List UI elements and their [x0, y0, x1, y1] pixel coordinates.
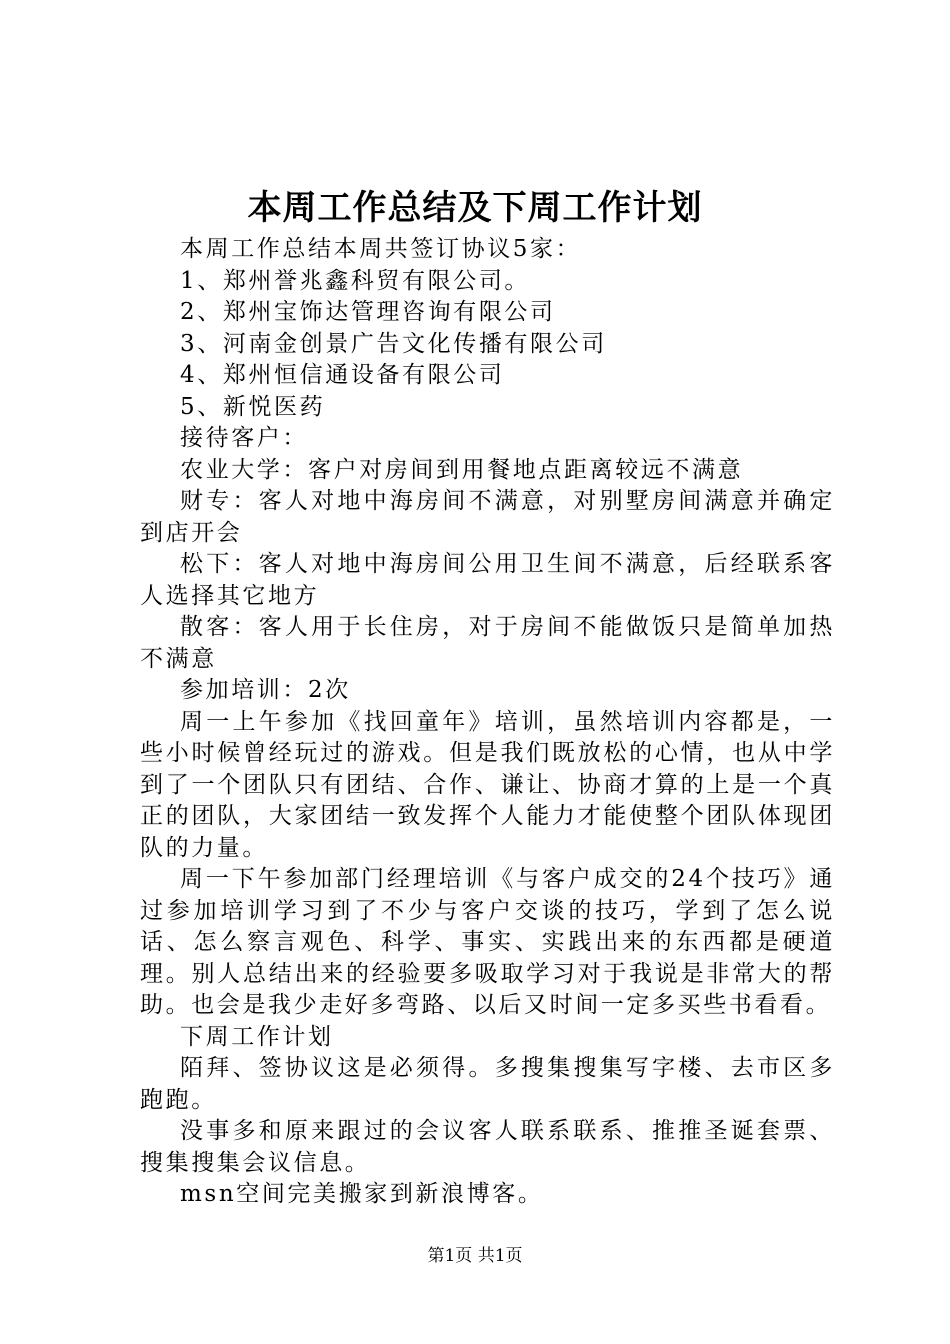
paragraph: 下周工作计划 [180, 1023, 334, 1050]
page-footer: 第1页 共1页 [427, 1246, 523, 1266]
document-body [140, 234, 835, 1211]
paragraph: 陌拜、签协议这是必须得。多搜集搜集写字楼、去市区多跑跑。 [140, 1055, 835, 1113]
paragraph: 参加培训：2次 [180, 677, 351, 703]
paragraph: 松下：客人对地中海房间公用卫生间不满意，后经联系客人选择其它地方 [140, 551, 835, 609]
paragraph: 接待客户： [180, 425, 308, 451]
paragraph: 财专：客人对地中海房间不满意，对别墅房间满意并确定到店开会 [140, 488, 835, 546]
paragraph: 周一下午参加部门经理培训《与客户成交的24个技巧》通过参加培训学习到了不少与客户交谈的技巧，学到了怎么说话、怎么察言观色、科学、事实、实践出来的东西都是硬道理。别人总结出来的经验要多吸取学习对于我说是非常大的帮助。也会是我少走好多弯路、以后又时间一定多买些书看看。 [140, 866, 835, 1018]
paragraph: 5、新悦医药 [180, 393, 326, 420]
paragraph: msn空间完美搬家到新浪博客。 [180, 1181, 544, 1207]
paragraph: 周一上午参加《找回童年》培训，虽然培训内容都是，一些小时候曾经玩过的游戏。但是我们既放松的心情，也从中学到了一个团队只有团结、合作、谦让、协商才算的上是一个真正的团队，大家团结一致发挥个人能力才能使整个团队体现团队的力量。 [140, 708, 835, 861]
paragraph: 本周工作总结本周共签订协议5家： [180, 236, 582, 262]
document-title: 本周工作总结及下周工作计划 [247, 188, 703, 228]
paragraph: 没事多和原来跟过的会议客人联系联系、推推圣诞套票、搜集搜集会议信息。 [140, 1118, 835, 1176]
paragraph: 2、郑州宝饰达管理咨询有限公司 [180, 299, 556, 325]
paragraph: 散客：客人用于长住房，对于房间不能做饭只是简单加热不满意 [140, 614, 835, 672]
paragraph: 农业大学：客户对房间到用餐地点距离较远不满意 [180, 456, 744, 483]
paragraph: 1、郑州誉兆鑫科贸有限公司。 [180, 267, 531, 294]
paragraph: 3、河南金创景广告文化传播有限公司 [180, 330, 607, 357]
paragraph: 4、郑州恒信通设备有限公司 [180, 362, 505, 388]
